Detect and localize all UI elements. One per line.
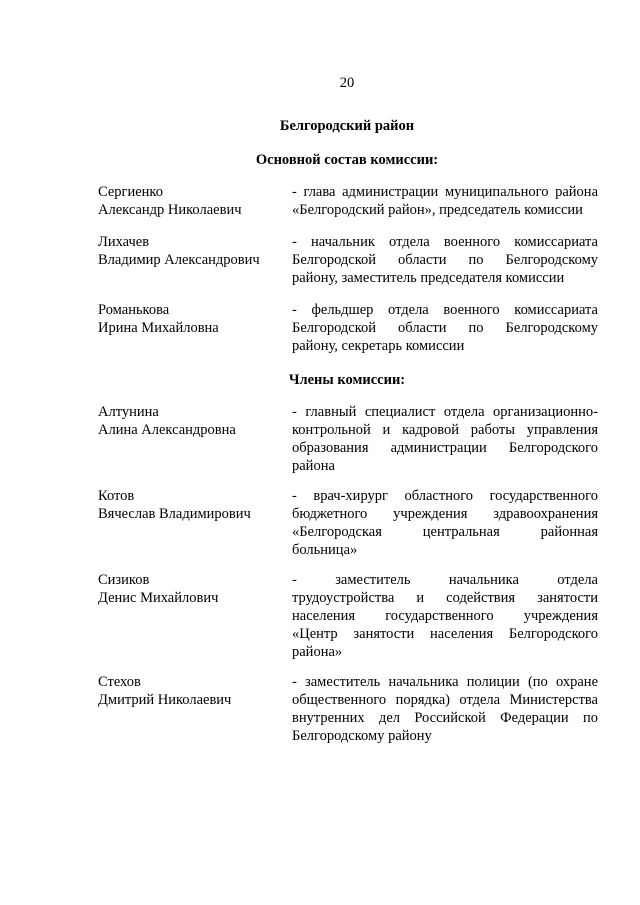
person-name: [98, 571, 288, 607]
role-line: «Белгородская центральная районная: [292, 524, 598, 540]
role-line: района: [292, 458, 335, 474]
role-line: больница»: [292, 542, 358, 558]
main-composition-heading: Основной состав комиссии:: [255, 152, 439, 168]
person-name: [98, 403, 288, 439]
person-role: [292, 571, 598, 661]
role-line: Белгородской области по Белгородскому: [292, 320, 598, 336]
role-line: контрольной и кадровой работы управления: [292, 422, 598, 438]
surname: Сизиков: [98, 572, 150, 588]
given-names: Алина Александровна: [98, 422, 236, 438]
role-line: Белгородской области по Белгородскому: [292, 252, 598, 268]
role-line: - глава администрации муниципального района: [292, 184, 598, 200]
person-role: [292, 301, 598, 355]
role-line: - заместитель начальника отдела: [292, 572, 598, 588]
given-names: Вячеслав Владимирович: [98, 506, 251, 522]
role-line: Белгородскому району: [292, 728, 432, 744]
role-line: «Центр занятости населения Белгородского: [292, 626, 598, 642]
role-line: - начальник отдела военного комиссариата: [292, 234, 598, 250]
role-line: внутренних дел Российской Федерации по: [292, 710, 598, 726]
members-heading: Члены комиссии:: [288, 372, 406, 388]
given-names: Александр Николаевич: [98, 202, 242, 218]
person-role: [292, 403, 598, 475]
person-role: [292, 233, 598, 287]
given-names: Владимир Александрович: [98, 252, 260, 268]
person-name: [98, 183, 288, 219]
role-line: района»: [292, 644, 343, 660]
surname: Котов: [98, 488, 135, 504]
role-line: - заместитель начальника полиции (по охране: [292, 674, 598, 690]
role-line: району, заместитель председателя комиссии: [292, 270, 565, 286]
person-role: [292, 673, 598, 745]
given-names: Ирина Михайловна: [98, 320, 219, 336]
role-line: - фельдшер отдела военного комиссариата: [292, 302, 598, 318]
role-line: трудоустройства и содействия занятости: [292, 590, 598, 606]
surname: Лихачев: [98, 234, 150, 250]
person-role: [292, 183, 598, 219]
role-line: образования администрации Белгородского: [292, 440, 598, 456]
given-names: Денис Михайлович: [98, 590, 219, 606]
district-heading: Белгородский район: [279, 118, 415, 134]
person-name: [98, 233, 288, 269]
role-line: - врач-хирург областного государственного: [292, 488, 598, 504]
role-line: - главный специалист отдела организационно-: [292, 404, 598, 420]
person-name: [98, 301, 288, 337]
surname: Романькова: [98, 302, 170, 318]
role-line: бюджетного учреждения здравоохранения: [292, 506, 598, 522]
surname: Сергиенко: [98, 184, 163, 200]
person-role: [292, 487, 598, 559]
role-line: району, секретарь комиссии: [292, 338, 465, 354]
role-line: населения государственного учреждения: [292, 608, 598, 624]
given-names: Дмитрий Николаевич: [98, 692, 232, 708]
role-line: «Белгородский район», председатель комиссии: [292, 202, 583, 218]
role-line: общественного порядка) отдела Министерства: [292, 692, 598, 708]
person-name: [98, 487, 288, 523]
surname: Стехов: [98, 674, 141, 690]
surname: Алтунина: [98, 404, 159, 420]
person-name: [98, 673, 288, 709]
page-number: 20: [339, 75, 355, 91]
